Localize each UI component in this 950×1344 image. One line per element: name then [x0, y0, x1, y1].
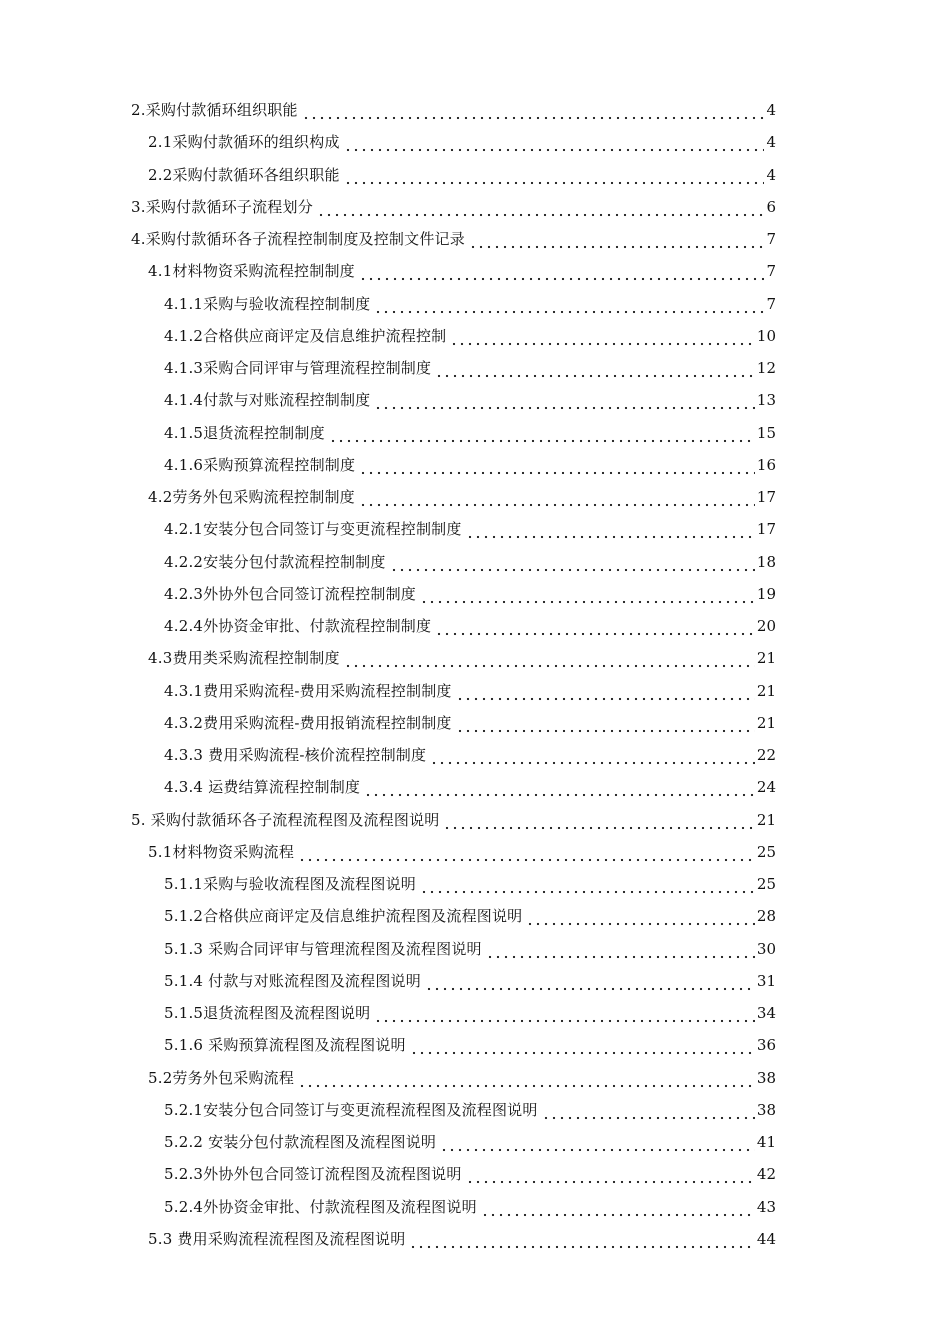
- toc-entry-page-number: 6: [766, 197, 776, 216]
- toc-dot-leader: [388, 552, 755, 572]
- toc-entry-title: 4.1.3采购合同评审与管理流程控制制度: [164, 359, 432, 377]
- toc-entry[interactable]: [0, 288, 950, 320]
- toc-dot-leader: [372, 294, 764, 314]
- toc-dot-leader: [357, 455, 755, 475]
- toc-entry-title: 4.1.5退货流程控制制度: [164, 423, 325, 442]
- toc-entry-page-number: 44: [756, 1229, 776, 1248]
- toc-entry-title: 5. 采购付款循环各子流程流程图及流程图说明: [131, 810, 440, 829]
- toc-entry-page-number: 16: [756, 455, 776, 474]
- toc-dot-leader: [524, 906, 755, 926]
- toc-entry-page-number: 7: [766, 262, 776, 281]
- toc-entry[interactable]: [0, 739, 950, 771]
- toc-entry-title: 4.3费用类采购流程控制制度: [148, 649, 340, 668]
- toc-entry-title: 4.3.2费用采购流程-费用报销流程控制制度: [164, 713, 452, 732]
- toc-entry-title: 2.2采购付款循环各组织职能: [148, 165, 340, 184]
- toc-entry-title: 5.1.2合格供应商评定及信息维护流程图及流程图说明: [164, 907, 523, 926]
- toc-entry-page-number: 42: [756, 1165, 776, 1184]
- toc-entry-page-number: 28: [756, 907, 776, 926]
- toc-entry-page-number: 12: [756, 359, 776, 377]
- toc-entry-title: 2.1采购付款循环的组织构成: [148, 133, 340, 152]
- toc-entry-page-number: 10: [756, 326, 776, 345]
- toc-entry-page-number: 24: [756, 778, 776, 797]
- toc-entry-title: 4.2.3外协外包合同签订流程控制制度: [164, 584, 416, 603]
- toc-entry-title: 5.2劳务外包采购流程: [148, 1068, 295, 1087]
- toc-dot-leader: [454, 681, 755, 701]
- toc-entry[interactable]: [0, 900, 950, 932]
- toc-entry-title: 2.采购付款循环组织职能: [131, 101, 298, 119]
- toc-entry-page-number: 38: [756, 1068, 776, 1087]
- toc-entry-page-number: 38: [756, 1100, 776, 1119]
- toc-entry-page-number: 41: [756, 1133, 776, 1151]
- toc-entry-title: 4.2.4外协资金审批、付款流程控制制度: [164, 617, 432, 635]
- toc-entry[interactable]: [0, 417, 950, 449]
- toc-entry-page-number: 21: [756, 810, 776, 829]
- toc-dot-leader: [300, 100, 765, 120]
- toc-entry[interactable]: [0, 933, 950, 965]
- toc-entry-page-number: 19: [756, 584, 776, 603]
- toc-entry-page-number: 15: [756, 423, 776, 442]
- toc-entry-title: 4.1材料物资采购流程控制制度: [148, 262, 355, 281]
- toc-dot-leader: [342, 648, 755, 668]
- toc-dot-leader: [467, 229, 765, 249]
- toc-entry-title: 5.3 费用采购流程流程图及流程图说明: [148, 1229, 406, 1248]
- toc-dot-leader: [296, 1068, 755, 1088]
- toc-entry[interactable]: [0, 1062, 950, 1094]
- toc-entry-page-number: 18: [756, 552, 776, 571]
- toc-entry-page-number: 21: [756, 681, 776, 700]
- toc-entry-title: 4.1.2合格供应商评定及信息维护流程控制: [164, 326, 447, 345]
- toc-dot-leader: [448, 326, 755, 346]
- toc-dot-leader: [372, 390, 755, 410]
- toc-dot-leader: [540, 1100, 755, 1120]
- toc-entry[interactable]: [0, 1029, 950, 1061]
- toc-entry-title: 5.2.4外协资金审批、付款流程图及流程图说明: [164, 1197, 477, 1216]
- toc-dot-leader: [464, 1164, 755, 1184]
- toc-entry[interactable]: [0, 481, 950, 513]
- toc-entry[interactable]: [0, 868, 950, 900]
- toc-entry-page-number: 13: [756, 391, 776, 410]
- toc-dot-leader: [357, 487, 755, 507]
- toc-dot-leader: [454, 713, 755, 733]
- toc-entry-title: 4.3.1费用采购流程-费用采购流程控制制度: [164, 681, 452, 700]
- toc-entry[interactable]: [0, 997, 950, 1029]
- toc-entry[interactable]: [0, 1126, 950, 1158]
- toc-dot-leader: [418, 584, 755, 604]
- toc-entry-title: 4.2.1安装分包合同签订与变更流程控制制度: [164, 520, 462, 539]
- toc-entry-page-number: 4: [766, 101, 776, 119]
- toc-entry[interactable]: [0, 352, 950, 384]
- toc-entry[interactable]: [0, 836, 950, 868]
- toc-entry-title: 5.1.3 采购合同评审与管理流程图及流程图说明: [164, 939, 482, 958]
- toc-entry-page-number: 31: [756, 971, 776, 990]
- toc-entry[interactable]: [0, 610, 950, 642]
- toc-dot-leader: [418, 874, 755, 894]
- toc-entry[interactable]: [0, 513, 950, 545]
- toc-entry[interactable]: [0, 1094, 950, 1126]
- toc-entry-page-number: 7: [766, 230, 776, 248]
- toc-entry-title: 5.1.5退货流程图及流程图说明: [164, 1004, 371, 1022]
- toc-entry-title: 3.采购付款循环子流程划分: [131, 197, 313, 216]
- toc-dot-leader: [464, 519, 755, 539]
- toc-entry[interactable]: [0, 320, 950, 352]
- toc-entry[interactable]: [0, 771, 950, 803]
- toc-dot-leader: [438, 1132, 755, 1152]
- toc-dot-leader: [342, 165, 765, 185]
- toc-entry[interactable]: [0, 159, 950, 191]
- toc-entry-page-number: 7: [766, 294, 776, 313]
- toc-entry[interactable]: [0, 707, 950, 739]
- toc-dot-leader: [362, 777, 755, 797]
- toc-entry[interactable]: [0, 1223, 950, 1255]
- toc-entry-title: 4.1.6采购预算流程控制制度: [164, 455, 356, 474]
- toc-entry-page-number: 25: [756, 875, 776, 893]
- toc-entry[interactable]: [0, 1158, 950, 1190]
- toc-entry[interactable]: [0, 1191, 950, 1223]
- toc-dot-leader: [423, 971, 755, 991]
- toc-entry-title: 5.2.1安装分包合同签订与变更流程流程图及流程图说明: [164, 1100, 538, 1119]
- toc-entry-page-number: 36: [756, 1036, 776, 1055]
- toc-entry-page-number: 4: [766, 133, 776, 152]
- toc-entry-page-number: 43: [756, 1197, 776, 1216]
- toc-dot-leader: [342, 132, 765, 152]
- toc-dot-leader: [407, 1229, 754, 1249]
- toc-entry[interactable]: [0, 126, 950, 158]
- toc-entry-page-number: 17: [756, 488, 776, 506]
- toc-entry[interactable]: [0, 578, 950, 610]
- toc-entry[interactable]: [0, 255, 950, 287]
- toc-entry[interactable]: [0, 94, 950, 126]
- toc-dot-leader: [433, 616, 755, 636]
- toc-entry-title: 5.2.3外协外包合同签订流程图及流程图说明: [164, 1165, 462, 1184]
- toc-entry-page-number: 30: [756, 939, 776, 958]
- toc-entry[interactable]: [0, 449, 950, 481]
- toc-dot-leader: [433, 358, 755, 378]
- toc-dot-leader: [372, 1003, 755, 1023]
- toc-entry[interactable]: [0, 804, 950, 836]
- toc-entry-title: 5.1.6 采购预算流程图及流程图说明: [164, 1036, 406, 1055]
- toc-entry-title: 5.1.1采购与验收流程图及流程图说明: [164, 875, 416, 893]
- toc-dot-leader: [479, 1197, 755, 1217]
- toc-dot-leader: [484, 939, 755, 959]
- toc-entry-page-number: 20: [756, 617, 776, 635]
- toc-entry-page-number: 21: [756, 713, 776, 732]
- toc-entry[interactable]: [0, 223, 950, 255]
- toc-entry-title: 4.采购付款循环各子流程控制制度及控制文件记录: [131, 230, 465, 248]
- toc-entry[interactable]: [0, 965, 950, 997]
- toc-dot-leader: [357, 261, 765, 281]
- toc-entry-title: 5.1材料物资采购流程: [148, 842, 295, 861]
- toc-entry-page-number: 34: [756, 1004, 776, 1022]
- toc-entry-title: 4.2.2安装分包付款流程控制制度: [164, 552, 386, 571]
- toc-entry-title: 4.1.4付款与对账流程控制制度: [164, 391, 371, 410]
- toc-entry-title: 4.3.4 运费结算流程控制制度: [164, 778, 361, 797]
- toc-entry-title: 5.2.2 安装分包付款流程图及流程图说明: [164, 1133, 437, 1151]
- toc-entry-page-number: 4: [766, 165, 776, 184]
- toc-dot-leader: [441, 810, 754, 830]
- toc-dot-leader: [296, 842, 755, 862]
- toc-dot-leader: [315, 197, 765, 217]
- toc-entry-title: 4.3.3 费用采购流程-核价流程控制制度: [164, 746, 427, 764]
- toc-entry-title: 4.2劳务外包采购流程控制制度: [148, 488, 355, 506]
- toc-entry-page-number: 17: [756, 520, 776, 539]
- toc-dot-leader: [408, 1035, 755, 1055]
- toc-entry[interactable]: [0, 546, 950, 578]
- toc-entry-page-number: 25: [756, 842, 776, 861]
- toc-entry-page-number: 22: [756, 746, 776, 764]
- toc-entry-title: 5.1.4 付款与对账流程图及流程图说明: [164, 971, 421, 990]
- toc-dot-leader: [327, 423, 755, 443]
- toc-entry[interactable]: [0, 675, 950, 707]
- toc-entry-title: 4.1.1采购与验收流程控制制度: [164, 294, 371, 313]
- toc-entry[interactable]: [0, 191, 950, 223]
- toc-dot-leader: [428, 745, 755, 765]
- toc-entry[interactable]: [0, 642, 950, 674]
- toc-entry[interactable]: [0, 384, 950, 416]
- toc-entry-page-number: 21: [756, 649, 776, 668]
